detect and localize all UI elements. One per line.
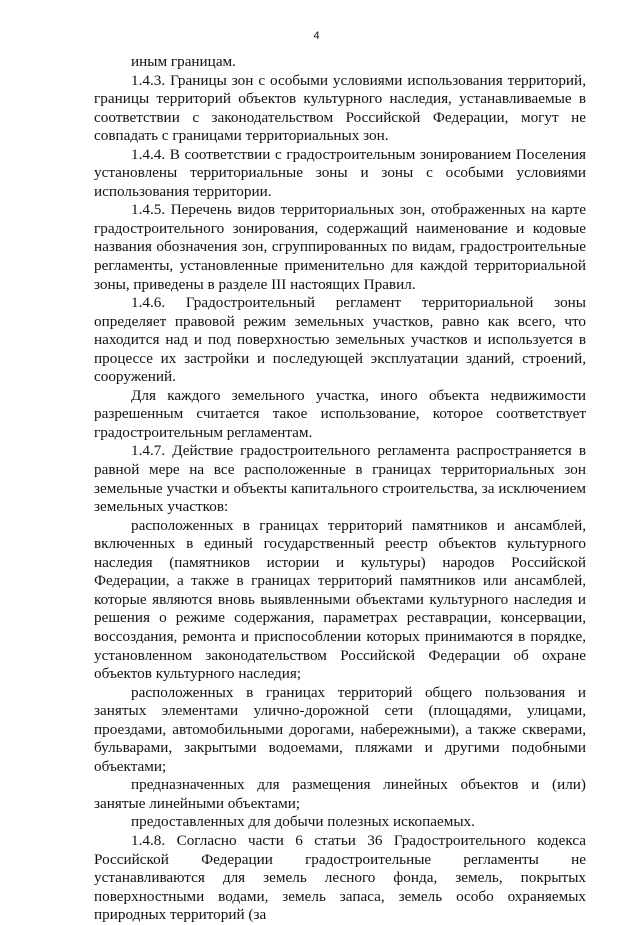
list-item-cultural-heritage: расположенных в границах территорий памятников и ансамблей, включенных в единый государственный реестр объектов культурного наследия (памятников истории и культуры) народов Российской Федерации, а также в границах территорий памятников или ансамблей, которые являются вновь выявленными объектами культурного наследия и решения о режиме содержания, параметрах реставрации, консервации, воссоздания, ремонта и приспособлении которых принимаются в порядке, установленном законодательством Российской Федерации об охране объектов культурного наследия; [94,516,586,683]
paragraph-1-4-5: 1.4.5. Перечень видов территориальных зон, отображенных на карте градостроительного зонирования, содержащий наименование и кодовые названия обозначения зон, сгруппированных по видам, градостроительные регламенты, установленные применительно для каждой территориальной зоны, приведены в разделе III настоящих Правил. [94,201,586,293]
page-number: 4 [313,30,320,42]
paragraph-continuation: иным границам. [131,53,236,70]
paragraph-1-4-3: 1.4.3. Границы зон с особыми условиями использования территорий, границы территорий объектов культурного наследия, устанавливаемые в соответствии с законодательством Российской Федерации, могут не совпадать с границами территориальных зон. [94,71,586,145]
document-body [94,53,586,925]
paragraph-permitted-use: Для каждого земельного участка, иного объекта недвижимости разрешенным считается такое использование, которое соответствует градостроительным регламентам. [94,386,586,441]
list-item-mineral-extraction: предоставленных для добычи полезных ископаемых. [131,813,475,831]
paragraph-1-4-4: 1.4.4. В соответствии с градостроительным зонированием Поселения установлены территориальные зоны и зоны с особыми условиями использования территории. [94,145,586,200]
paragraph-1-4-7: 1.4.7. Действие градостроительного регламента распространяется в равной мере на все расположенные в границах территориальных зон земельные участки и объекты капитального строительства, за исключением земельных участков: [94,442,586,516]
list-item-public-use: расположенных в границах территорий общего пользования и занятых элементами улично-дорожной сети (площадями, улицами, проездами, автомобильными дорогами, набережными), а также скверами, бульварами, закрытыми водоемами, пляжами и другими подобными объектами; [94,683,586,775]
paragraph-1-4-6: 1.4.6. Градостроительный регламент территориальной зоны определяет правовой режим земельных участков, равно как всего, что находится над и под поверхностью земельных участков и используется в процессе их застройки и последующей эксплуатации зданий, строений, сооружений. [94,294,586,386]
paragraph-1-4-8: 1.4.8. Согласно части 6 статьи 36 Градостроительного кодекса Российской Федерации градостроительные регламенты не устанавливаются для земель лесного фонда, земель, покрытых поверхностными водами, земель запаса, земель особо охраняемых природных территорий (за [94,831,586,924]
list-item-linear-objects: предназначенных для размещения линейных объектов и (или) занятые линейными объектами; [94,776,586,812]
